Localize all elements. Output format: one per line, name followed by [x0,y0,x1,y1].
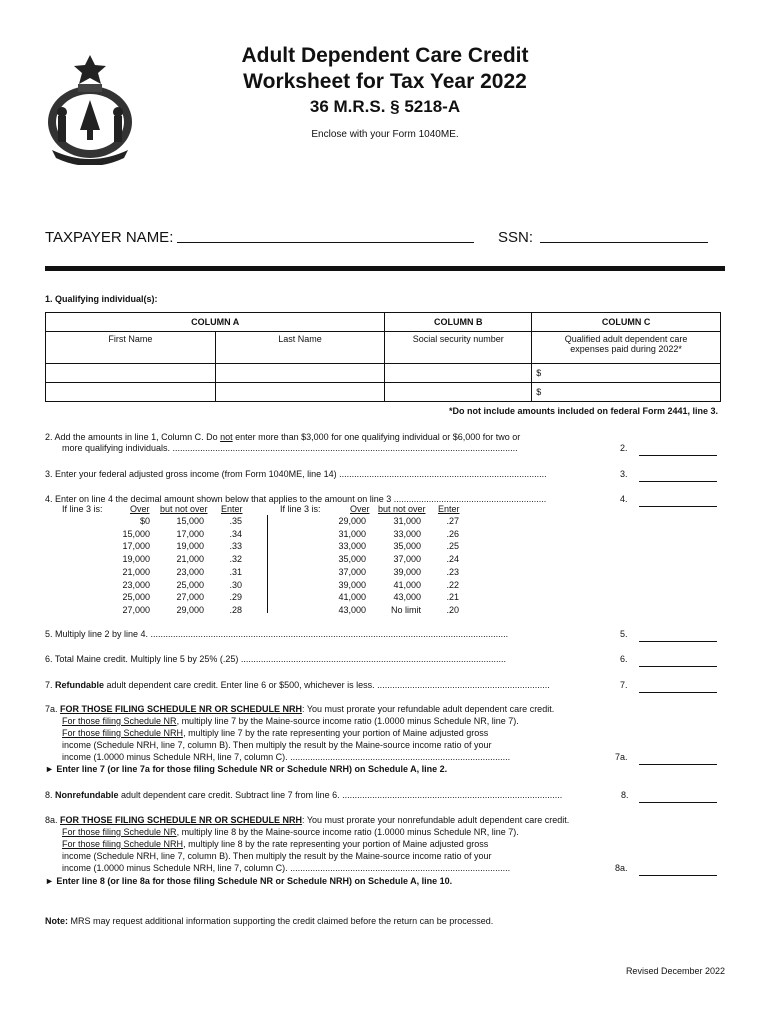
line4-text: 4. Enter on line 4 the decimal amount shown below that applies to the amount on line 3 ............................................................. [45,494,547,504]
rate-table-cell-right: 39,000 [393,566,421,577]
ssn-label: SSN: [498,229,534,246]
line8a-text4: income (Schedule NRH, line 7, column B). Then multiply the result by the Maine-source income ratio of your [62,851,492,861]
form-title-line1: Adult Dependent Care Credit [241,44,529,67]
line8a-text5: income (1.0000 minus Schedule NRH, line 7, column C). ........................................................................................ [62,863,511,873]
first-name-header: First Name [46,332,216,364]
line5-text: 5. Multiply line 2 by line 4. ............................................................................................................................................... [45,629,509,639]
table-row [46,364,721,383]
column-a-header: COLUMN A [46,313,385,332]
rate-table-cell-left: 25,000 [122,592,150,603]
line2-number: 2. [620,443,628,453]
rate-table-cell-left: 17,000 [122,541,150,552]
line8a-number: 8a. [615,863,628,873]
rate-table-cell-right: 43,000 [338,604,366,615]
rate-table-cell-right: .21 [446,592,459,603]
rate-table-cell-left: 19,000 [122,554,150,565]
line8-text: 8. Nonrefundable adult dependent care credit. Subtract line 7 from line 6. ........................................................................................ [45,790,563,800]
rate-table-cell-left: .29 [229,592,242,603]
rate-table-cell-right: .24 [446,554,459,565]
rate-table-cell-left: 15,000 [176,516,204,526]
line1-label: 1. Qualifying individual(s): [45,294,158,304]
rate-table-cell-left: .28 [229,604,242,615]
last-name-cell[interactable] [215,383,385,402]
ssn-cell[interactable] [385,383,532,402]
line4-hdr-enter-right: Enter [438,504,460,514]
rate-table-cell-left: $0 [139,516,150,526]
rate-table-cell-left: .31 [229,566,242,577]
rate-table-cell-left: .32 [229,554,242,565]
rate-table-cell-right: 41,000 [338,592,366,603]
rate-table-cell-left: 23,000 [176,566,204,577]
line1-note: *Do not include amounts included on federal Form 2441, line 3. [448,406,718,416]
rate-table-cell-left: .33 [229,541,242,552]
ssn-field[interactable] [540,242,708,243]
line7a-number: 7a. [615,752,628,762]
line7a-nrh: For those filing Schedule NRH, multiply line 7 by the rate representing your portion of Maine adjusted gross [62,728,489,738]
rate-table-cell-right: .23 [446,566,459,577]
rate-table-cell-right: .26 [446,528,459,539]
table-row [46,383,721,402]
ssn-cell[interactable] [385,364,532,383]
maine-state-seal [40,50,140,165]
line7-text: 7. Refundable adult dependent care credit. Enter line 6 or $500, whichever is less. ..................................................................... [45,680,550,690]
line7a-amount-field[interactable] [639,763,717,765]
expenses-header: Qualified adult dependent care expenses paid during 2022* [532,332,721,364]
rate-table-cell-right: 35,000 [338,554,366,565]
first-name-cell[interactable] [46,364,216,383]
rate-table-cell-right: 33,000 [338,541,366,552]
line6-text: 6. Total Maine credit. Multiply line 5 by 25% (.25) .......................................................................................................... [45,654,506,664]
expenses-cell[interactable]: $ [532,383,721,402]
rate-table-cell-right: 39,000 [338,579,366,590]
line4-hdr-over-left: Over [130,504,150,514]
rate-table-cell-right: 41,000 [393,579,421,590]
line7-amount-field[interactable] [639,691,717,693]
line3-text: 3. Enter your federal adjusted gross income (from Form 1040ME, line 14) ................................................................................... [45,469,547,479]
line8-number: 8. [621,790,629,800]
line8a-instruction: ► Enter line 8 (or line 8a for those filing Schedule NR or Schedule NRH) on Schedule A, line 10. [45,876,453,886]
column-c-header: COLUMN C [532,313,721,332]
line2-text: 2. Add the amounts in line 1, Column C. Do not enter more than $3,000 for one qualifying individual or $6,000 for two or [45,432,521,442]
line4-if-label-left: If line 3 is: [62,504,103,514]
rate-table-cell-left: .34 [229,528,242,539]
line6-amount-field[interactable] [639,665,717,667]
note: Note: MRS may request additional information supporting the credit claimed before the return can be processed. [45,916,494,926]
line5-amount-field[interactable] [639,640,717,642]
rate-table-cell-left: 25,000 [176,579,204,590]
line7a-text5: income (1.0000 minus Schedule NRH, line 7, column C). ........................................................................................ [62,752,511,762]
ssn-header: Social security number [385,332,532,364]
divider-rule [45,266,725,271]
line3-amount-field[interactable] [639,480,717,482]
line7a-heading: 7a. FOR THOSE FILING SCHEDULE NR OR SCHEDULE NRH: You must prorate your refundable adult dependent care credit. [45,704,555,714]
line6-number: 6. [620,654,628,664]
rate-table-cell-left: 27,000 [176,592,204,603]
rate-table-cell-right: .20 [446,604,459,615]
rate-table-cell-left: .30 [229,579,242,590]
line8a-nrh: For those filing Schedule NRH, multiply line 8 by the rate representing your portion of Maine adjusted gross [62,839,489,849]
rate-table-cell-left: 17,000 [176,528,204,539]
line8a-amount-field[interactable] [639,874,717,876]
line8-amount-field[interactable] [639,801,717,803]
line5-number: 5. [620,629,628,639]
rate-table-cell-right: 35,000 [393,541,421,552]
rate-table-cell-left: 23,000 [122,579,150,590]
rate-table-cell-left: 27,000 [122,604,150,615]
line4-amount-field[interactable] [639,505,717,507]
rate-table-cell-left: 29,000 [176,604,204,615]
line4-hdr-notover-right: but not over [378,504,426,514]
enclose-note: Enclose with your Form 1040ME. [311,129,459,140]
rate-table-cell-right: 43,000 [393,592,421,603]
line8a-nr: For those filing Schedule NR, multiply line 8 by the Maine-source income ratio (1.0000 minus Schedule NR, line 7). [62,827,519,837]
rate-table-cell-right: 31,000 [393,516,421,526]
column-b-header: COLUMN B [385,313,532,332]
taxpayer-name-field[interactable] [177,242,474,243]
line7a-text4: income (Schedule NRH, line 7, column B). Then multiply the result by the Maine-source income ratio of your [62,740,492,750]
line4-number: 4. [620,494,628,504]
line3-number: 3. [620,469,628,479]
rate-table-cell-right: .27 [446,516,459,526]
rate-table-cell-right: No limit [390,604,421,615]
first-name-cell[interactable] [46,383,216,402]
statute: 36 M.R.S. § 5218-A [309,97,461,116]
rate-table-cell-right: 37,000 [393,554,421,565]
revised-date: Revised December 2022 [625,966,725,976]
rate-table-cell-right: 31,000 [338,528,366,539]
line7a-nr: For those filing Schedule NR, multiply line 7 by the Maine-source income ratio (1.0000 minus Schedule NR, line 7). [62,716,519,726]
line4-hdr-over-right: Over [350,504,370,514]
rate-table-cell-left: 15,000 [122,528,150,539]
rate-table-cell-right: .25 [446,541,459,552]
line2-text-cont: more qualifying individuals. .......................................................................................................................................... [62,443,518,453]
rate-table-cell-right: .22 [446,579,459,590]
line7a-instruction: ► Enter line 7 (or line 7a for those filing Schedule NR or Schedule NRH) on Schedule A, line 2. [45,764,448,774]
line4-if-label-right: If line 3 is: [280,504,321,514]
expenses-cell[interactable]: $ [532,364,721,383]
rate-table-cell-left: .35 [229,516,242,526]
rate-table-cell-left: 21,000 [176,554,204,565]
line4-hdr-enter-left: Enter [221,504,243,514]
line8a-heading: 8a. FOR THOSE FILING SCHEDULE NR OR SCHEDULE NRH: You must prorate your nonrefundable adult dependent care credit. [45,815,570,825]
last-name-cell[interactable] [215,364,385,383]
line7-number: 7. [620,680,628,690]
qualifying-individuals-table [45,312,721,402]
rate-table-divider [267,515,268,613]
rate-table-cell-left: 21,000 [122,566,150,577]
last-name-header: Last Name [215,332,385,364]
rate-table-cell-right: 37,000 [338,566,366,577]
rate-table-cell-right: 33,000 [393,528,421,539]
line2-amount-field[interactable] [639,454,717,456]
rate-table-cell-left: 19,000 [176,541,204,552]
rate-table-cell-right: 29,000 [338,516,366,526]
line4-hdr-notover-left: but not over [160,504,208,514]
taxpayer-name-label: TAXPAYER NAME: [45,229,174,246]
form-title-line2: Worksheet for Tax Year 2022 [243,70,527,93]
